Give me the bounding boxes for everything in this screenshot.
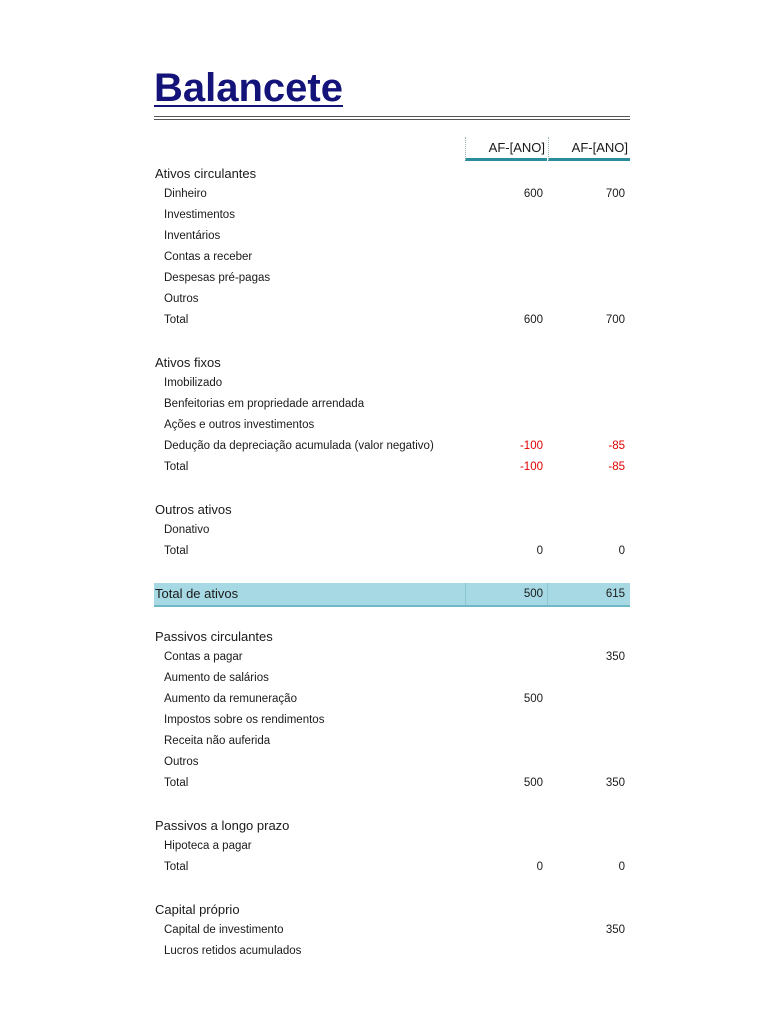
row-value-year-2: 700: [605, 188, 625, 200]
table-row: [154, 226, 630, 247]
table-row: [154, 920, 630, 941]
row-label: Investimentos: [164, 209, 235, 221]
table-row: [154, 731, 630, 752]
section-heading-label: Outros ativos: [155, 502, 232, 517]
table-row: [154, 268, 630, 289]
row-value-year-1: 500: [523, 693, 543, 705]
section-heading-label: Ativos fixos: [155, 355, 221, 370]
row-value-year-1: 500: [523, 777, 543, 789]
section-heading: [154, 163, 630, 184]
table-row: [154, 436, 630, 457]
total-assets-label: Total de ativos: [155, 586, 239, 601]
table-row: [154, 668, 630, 689]
table-row: [154, 689, 630, 710]
table-row: [154, 752, 630, 773]
row-label: Outros: [164, 293, 199, 305]
table-row: [154, 710, 630, 731]
table-row: [154, 647, 630, 668]
column-header-year-2: AF-[ANO]: [548, 137, 630, 161]
column-header-row: [154, 137, 630, 163]
assets-block: [154, 163, 630, 583]
section-heading-label: Ativos circulantes: [155, 166, 257, 181]
row-label: Lucros retidos acumulados: [164, 945, 302, 957]
table-row: [154, 773, 630, 794]
row-label: Total: [164, 861, 189, 873]
spacer: [154, 331, 630, 352]
row-label: Ações e outros investimentos: [164, 419, 315, 431]
row-value-year-1: 0: [536, 861, 543, 873]
spacer: [154, 478, 630, 499]
table-row: [154, 394, 630, 415]
section-heading: [154, 626, 630, 647]
row-label: Imobilizado: [164, 377, 223, 389]
total-assets-row: [154, 583, 630, 607]
table-row: [154, 836, 630, 857]
row-label: Dedução da depreciação acumulada (valor negativo): [164, 440, 434, 452]
row-label: Outros: [164, 756, 199, 768]
row-value-year-1: 600: [523, 314, 543, 326]
table-row: [154, 541, 630, 562]
row-value-year-2: 350: [605, 924, 625, 936]
row-label: Hipoteca a pagar: [164, 840, 252, 852]
section-heading-label: Capital próprio: [155, 902, 240, 917]
row-value-year-2: 0: [618, 545, 625, 557]
title-divider: [154, 116, 630, 120]
liabilities-block: [154, 626, 630, 962]
table-row: [154, 247, 630, 268]
row-label: Contas a pagar: [164, 651, 243, 663]
row-label: Total: [164, 461, 189, 473]
row-value-year-2: 0: [618, 861, 625, 873]
row-value-year-2: -85: [608, 461, 625, 473]
spacer: [154, 794, 630, 815]
row-label: Total: [164, 545, 189, 557]
row-label: Donativo: [164, 524, 210, 536]
table-row: [154, 184, 630, 205]
table-row: [154, 415, 630, 436]
table-row: [154, 457, 630, 478]
row-label: Capital de investimento: [164, 924, 284, 936]
spacer: [154, 562, 630, 583]
section-heading: [154, 352, 630, 373]
row-label: Despesas pré-pagas: [164, 272, 271, 284]
row-label: Total: [164, 314, 189, 326]
table-row: [154, 289, 630, 310]
section-heading-label: Passivos a longo prazo: [155, 818, 290, 833]
table-row: [154, 373, 630, 394]
column-header-year-1: AF-[ANO]: [465, 137, 547, 161]
balance-sheet: [154, 60, 630, 962]
spacer: [154, 878, 630, 899]
row-value-year-1: 600: [523, 188, 543, 200]
section-heading: [154, 499, 630, 520]
total-assets-year-1: 500: [523, 588, 543, 600]
section-heading-label: Passivos circulantes: [155, 629, 273, 644]
row-value-year-1: 0: [536, 545, 543, 557]
section-heading: [154, 899, 630, 920]
row-label: Total: [164, 777, 189, 789]
page-title: Balancete: [154, 66, 343, 110]
section-heading: [154, 815, 630, 836]
total-assets-year-2: 615: [605, 588, 625, 600]
table-row: [154, 310, 630, 331]
row-label: Impostos sobre os rendimentos: [164, 714, 325, 726]
row-value-year-2: 350: [605, 777, 625, 789]
row-value-year-2: 350: [605, 651, 625, 663]
row-label: Inventários: [164, 230, 221, 242]
table-row: [154, 857, 630, 878]
row-value-year-1: -100: [519, 440, 543, 452]
row-value-year-2: 700: [605, 314, 625, 326]
row-label: Aumento da remuneração: [164, 693, 297, 705]
row-label: Dinheiro: [164, 188, 207, 200]
row-label: Receita não auferida: [164, 735, 271, 747]
table-row: [154, 205, 630, 226]
row-label: Aumento de salários: [164, 672, 269, 684]
spacer: [154, 607, 630, 626]
table-row: [154, 520, 630, 541]
row-value-year-2: -85: [608, 440, 625, 452]
row-value-year-1: -100: [519, 461, 543, 473]
table-row: [154, 941, 630, 962]
row-label: Contas a receber: [164, 251, 253, 263]
row-label: Benfeitorias em propriedade arrendada: [164, 398, 365, 410]
